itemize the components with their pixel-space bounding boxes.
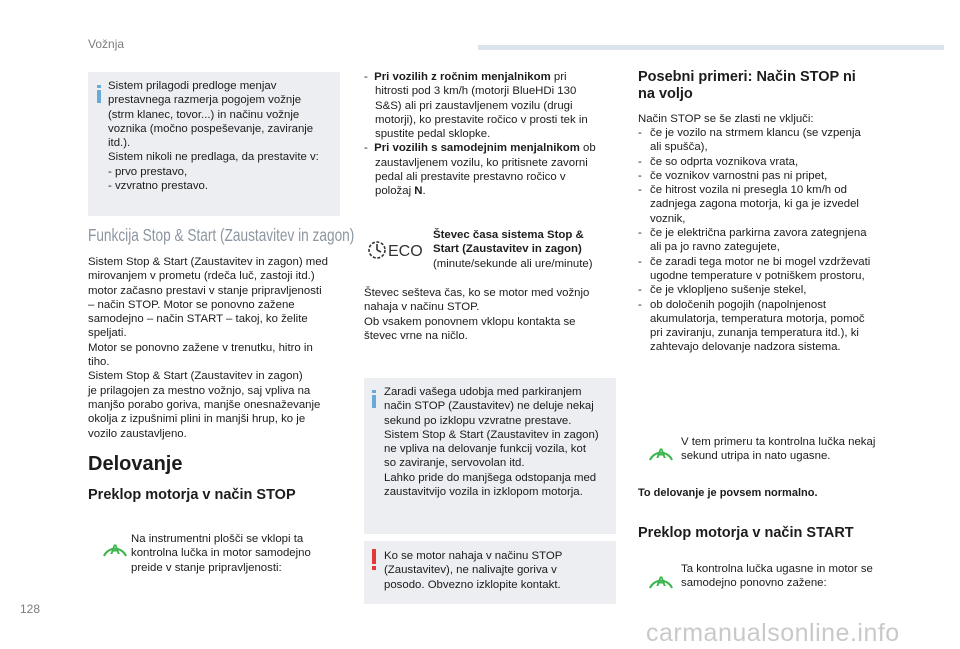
blinking-description: V tem primeru ta kontrolna lučka nekaj sekund utripa in nato ugasne. — [681, 436, 876, 463]
svg-text:A: A — [655, 573, 667, 589]
eco-counter-title: Števec časa sistema Stop & Start (Zaustavitev in zagon) (minute/sekunde ali ure/minute) — [433, 229, 593, 270]
list-item: pri zaviranju, zunanja temperatura itd.), ki — [650, 327, 859, 340]
list-item: - če voznikov varnostni pas ni pripet, — [638, 169, 828, 182]
special-cases-intro: Način STOP se še zlasti ne vključi: — [638, 113, 814, 125]
fuel-warning-text: Ko se motor nahaja v načinu STOP (Zaustavitev), ne nalivajte goriva v posodo. Obvezno izklopite kontakt. — [384, 550, 563, 591]
list-item: akumulatorja, temperatura motorja, pomoč — [650, 312, 865, 325]
parking-note: Zaradi vašega udobja med parkiranjem način STOP (Zaustavitev) ne deluje nekaj sekund po izklopu vzvratne prestave. Sistem Stop & Start (Zaustavitev in zagon) ne vpliva na delovanje funkcij vozila, kot so zaviranje, servovolan itd. Lahko pride do manjšega odstopanja med zaustavitvijo vozila in izklopom motorja. — [384, 386, 599, 499]
header-section-label: Vožnja — [88, 37, 125, 51]
start-mode-description: Ta kontrolna lučka ugasne in motor se samodejno ponovno zažene: — [681, 563, 873, 590]
info-marker-icon — [372, 395, 376, 408]
info-marker-icon — [97, 90, 101, 103]
heading-special-cases: Posebni primeri: Način STOP ni na voljo — [638, 69, 856, 102]
heading-stop-mode: Preklop motorja v način STOP — [88, 487, 296, 503]
page-number: 128 — [20, 602, 41, 616]
normal-operation-note: To delovanje je povsem normalno. — [638, 487, 818, 499]
list-item: - ob določenih pogojih (napolnjenost — [638, 298, 827, 311]
stop-mode-description: Na instrumentni plošči se vklopi ta kontrolna lučka in motor samodejno preide v stanje pripravljenosti: — [131, 533, 311, 574]
heading-operation: Delovanje — [88, 453, 183, 475]
list-item: - če je vklopljeno sušenje stekel, — [638, 284, 807, 297]
list-item: ugodne temperature v potniškem prostoru, — [650, 269, 865, 282]
list-item: zahtevajo delovanje nadzora sistema. — [650, 341, 841, 354]
warning-exclamation-icon — [372, 549, 376, 564]
header-divider-bar — [478, 45, 944, 50]
list-item: ali pa jo ravno zategujete, — [650, 241, 780, 254]
stop-conditions-list: - Pri vozilih z ročnim menjalnikom pri hitrosti pod 3 km/h (motorji BlueHDi 130 S&S) ali pri zaustavljenem vozilu (drugi motorji), ko prestavite ročico v prosti tek in spustite pedal sklopke. - Pri vozilih s samodejnim menjalnikom ob zaustavljenem vozilu, ko pritisnete zavorni pedal ali prestavite prestavno ročico v položaj N. — [364, 71, 596, 198]
list-item: - če je električna parkirna zavora zategnjena — [638, 227, 867, 240]
stop-mode-blinking-icon — [648, 440, 674, 462]
stop-start-description: Sistem Stop & Start (Zaustavitev in zagon) med mirovanjem v prometu (rdeča luč, zastoji itd.) motor začasno prestavi v stanje pripravljenosti – način STOP. Motor se ponovno zažene samodejno – način START – takoj, ko želite speljati. Motor se ponovno zažene v trenutku, hitro in tiho. Sistem Stop & Start (Zaustavitev in zagon) je prilagojen za mestno vožnjo, saj vpliva na manjšo porabo goriva, manjše onesnaževanje okolja z izpušnimi plini in manjši hrup, ko je vozilo zaustavljeno. — [88, 256, 328, 440]
list-item: - če je vozilo na strmem klancu (se vzpenja — [638, 127, 861, 139]
svg-text:ECO: ECO — [388, 243, 423, 260]
list-item: voznik, — [650, 212, 686, 225]
heading-start-mode: Preklop motorja v način START — [638, 525, 854, 541]
svg-text:A: A — [109, 541, 121, 557]
eco-counter-description: Števec sešteva čas, ko se motor med vožnjo nahaja v načinu STOP. Ob vsakem ponovnem vklopu kontakta se števec vrne na ničlo. — [364, 287, 590, 342]
list-item: - če hitrost vozila ni presegla 10 km/h od — [638, 184, 847, 197]
special-cases-list — [638, 126, 906, 355]
gear-suggestion-note: Sistem prilagodi predloge menjav prestavnega razmerja pogojem vožnje (strm klanec, tovor...) in načinu vožnje voznika (močno pospeševanje, zaviranje itd.). Sistem nikoli ne predlaga, da prestavite v: - prvo prestavo, - vzvratno prestavo. — [108, 80, 319, 193]
list-item: - če so odprta voznikova vrata, — [638, 155, 799, 168]
start-mode-indicator-icon — [648, 568, 674, 590]
list-item: - če zaradi tega motor ne bi mogel vzdrževati — [638, 255, 871, 268]
watermark-text: carmanualsonline.info — [646, 619, 900, 647]
svg-text:A: A — [655, 445, 667, 461]
eco-timer-icon — [366, 238, 426, 262]
stop-mode-indicator-icon — [102, 536, 128, 558]
section-title-stop-start: Funkcija Stop & Start (Zaustavitev in zagon) — [88, 225, 355, 245]
list-item: ali spušča), — [650, 141, 708, 154]
list-item: zadnjega zagona motorja, ki ga je izvedel — [650, 198, 859, 211]
